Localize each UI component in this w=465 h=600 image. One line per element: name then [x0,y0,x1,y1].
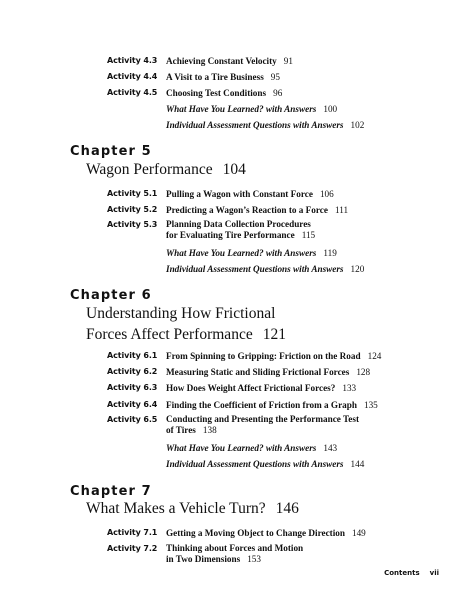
toc-entry-activity-5-3 [0,219,465,243]
activity-label: Activity 4.5 [107,88,158,97]
activity-title-text: Achieving Constant Velocity [166,56,277,66]
toc-entry-activity-4-3 [0,54,465,68]
page-number: 115 [301,230,316,240]
toc-entry-activity-6-1 [0,349,465,363]
activity-title [166,219,315,241]
activity-title-text: Individual Assessment Questions with Answers [166,264,344,274]
activity-title [166,102,337,116]
page-number: 133 [342,383,357,393]
page-number: 149 [351,528,366,538]
activity-label: Activity 5.2 [107,205,158,214]
chapter-title-text: What Makes a Vehicle Turn? [86,500,266,517]
toc-entry-activity-4-4 [0,70,465,84]
activity-title-line1: Thinking about Forces and Motion [166,543,304,553]
toc-entry-activity-4-5 [0,86,465,100]
activity-title [166,54,293,68]
activity-label: Activity 6.3 [107,383,158,392]
activity-title-line2 [166,425,359,436]
activity-title-text: in Two Dimensions [166,554,241,564]
activity-title [166,203,348,217]
page-number: 95 [270,72,280,82]
page-number: 120 [350,264,365,274]
page-number: 106 [319,189,334,199]
footer-page-number: vii [429,569,439,577]
activity-title [166,526,366,540]
activity-title-text: What Have You Learned? with Answers [166,443,317,453]
chapter-title-line1: Understanding How Frictional [86,305,276,322]
activity-label: Activity 7.2 [107,544,158,553]
chapter-label: Chapter 7 [70,484,152,499]
activity-title-text: Measuring Static and Sliding Frictional Forces [166,367,350,377]
activity-title-text: Pulling a Wagon with Constant Force [166,189,313,199]
chapter-title-text: Wagon Performance [86,161,213,178]
activity-title-text: What Have You Learned? with Answers [166,104,317,114]
activity-title-text: A Visit to a Tire Business [166,72,264,82]
toc-entry-activity-6-5 [0,414,465,438]
toc-entry-what-have-you-learned [0,441,465,455]
activity-title-text: How Does Weight Affect Frictional Forces? [166,383,336,393]
activity-title-text: Individual Assessment Questions with Answers [166,459,344,469]
activity-title [166,543,303,565]
toc-entry-activity-7-1 [0,526,465,540]
page-number: 128 [356,367,371,377]
activity-label: Activity 6.2 [107,367,158,376]
page-number: 121 [262,326,286,343]
chapter-title-line2 [86,326,286,344]
activity-label: Activity 6.5 [107,415,158,424]
toc-entry-activity-7-2 [0,543,465,567]
activity-title [166,246,337,260]
page-number: 124 [367,351,382,361]
footer-section: Contents [384,569,420,577]
activity-title [166,414,359,436]
activity-title-line2 [166,230,315,241]
activity-title-line2 [166,554,303,565]
activity-title [166,381,356,395]
chapter-title [86,161,246,179]
chapter-title-text: Forces Affect Performance [86,326,253,343]
page-number: 143 [323,443,338,453]
page-number: 146 [275,500,299,517]
activity-title-text: Getting a Moving Object to Change Direction [166,528,345,538]
activity-title-text: for Evaluating Tire Performance [166,230,295,240]
activity-title-text: Finding the Coefficient of Friction from a Graph [166,400,357,410]
activity-label: Activity 6.1 [107,351,158,360]
activity-label: Activity 4.3 [107,56,158,65]
toc-entry-activity-6-2 [0,365,465,379]
page-number: 135 [363,400,378,410]
chapter-label: Chapter 5 [70,144,152,159]
activity-label: Activity 7.1 [107,528,158,537]
activity-title-line1: Planning Data Collection Procedures [166,219,311,229]
activity-title-line1: Conducting and Presenting the Performance Test [166,414,360,424]
chapter-label: Chapter 6 [70,288,152,303]
activity-title-text: What Have You Learned? with Answers [166,248,317,258]
toc-entry-activity-5-1 [0,187,465,201]
page-number: 138 [202,425,217,435]
activity-title [166,457,364,471]
toc-entry-activity-6-3 [0,381,465,395]
toc-entry-activity-6-4 [0,398,465,412]
activity-label: Activity 5.3 [107,220,158,229]
activity-title-text: Choosing Test Conditions [166,88,267,98]
toc-entry-assessment-questions [0,457,465,471]
toc-entry-activity-5-2 [0,203,465,217]
activity-title [166,86,282,100]
activity-label: Activity 5.1 [107,189,158,198]
page-number: 111 [334,205,349,215]
activity-title [166,262,364,276]
page-number: 104 [222,161,246,178]
activity-title [166,349,381,363]
toc-entry-what-have-you-learned [0,246,465,260]
activity-title [166,70,280,84]
toc-entry-assessment-questions [0,118,465,132]
page-footer [384,569,439,577]
activity-title [166,398,378,412]
page-number: 144 [350,459,365,469]
activity-label: Activity 6.4 [107,400,158,409]
page-number: 153 [247,554,261,564]
activity-title-text: From Spinning to Gripping: Friction on the Road [166,351,361,361]
toc-entry-what-have-you-learned [0,102,465,116]
page-number: 102 [350,120,365,130]
activity-title-text: of Tires [166,425,196,435]
activity-title [166,187,334,201]
page-number: 91 [283,56,293,66]
chapter-title [86,500,299,518]
activity-label: Activity 4.4 [107,72,158,81]
activity-title [166,118,364,132]
activity-title [166,365,370,379]
page-number: 96 [273,88,283,98]
page-number: 100 [323,104,338,114]
activity-title-text: Predicting a Wagon’s Reaction to a Force [166,205,328,215]
activity-title [166,441,337,455]
activity-title-text: Individual Assessment Questions with Answers [166,120,344,130]
toc-entry-assessment-questions [0,262,465,276]
page-number: 119 [323,248,337,258]
